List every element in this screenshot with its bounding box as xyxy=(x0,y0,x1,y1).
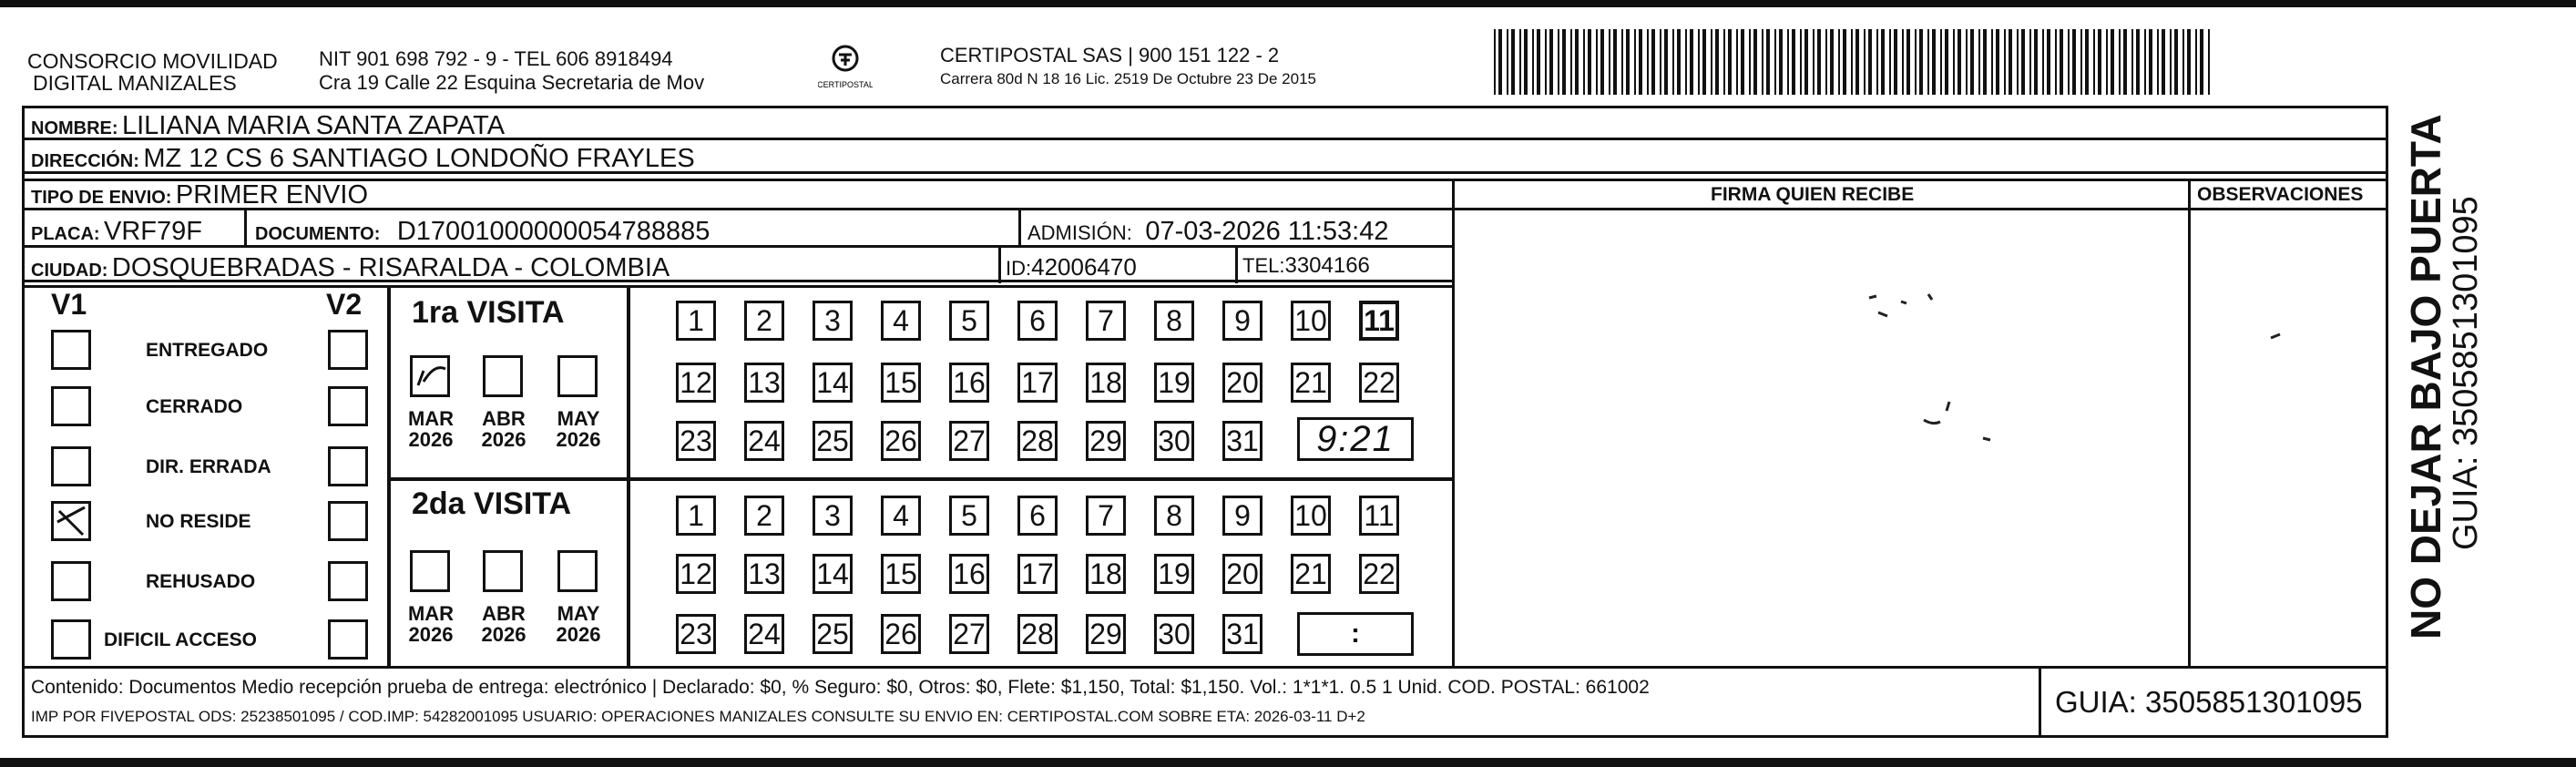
name-label: NOMBRE: xyxy=(31,118,118,138)
visit1-day-box[interactable]: 19 xyxy=(1154,363,1194,403)
no-under-door-warning: NO DEJAR BAJO PUERTA xyxy=(2402,114,2449,639)
visit2-day-box[interactable]: 4 xyxy=(881,496,921,536)
recipient-name: LILIANA MARIA SANTA ZAPATA xyxy=(122,111,506,140)
visit1-day-box[interactable]: 22 xyxy=(1359,363,1399,403)
visit2-day-box[interactable]: 31 xyxy=(1222,614,1262,654)
visit2-month-label xyxy=(550,603,607,645)
visit1-day-box[interactable]: 14 xyxy=(813,363,853,403)
visit2-day-box[interactable]: 18 xyxy=(1086,554,1126,594)
visit2-day-box[interactable]: 23 xyxy=(676,614,716,654)
visit2-month-label xyxy=(475,603,532,645)
visit1-month-year: 2026 xyxy=(481,428,526,452)
visit1-month-label xyxy=(403,408,459,450)
visit2-day-box[interactable]: 28 xyxy=(1017,614,1058,654)
visit2-day-box[interactable]: 16 xyxy=(949,554,989,594)
visit2-day-box[interactable]: 24 xyxy=(744,614,784,654)
visit2-month-name: MAR xyxy=(407,602,455,625)
visit2-day-box[interactable]: 30 xyxy=(1154,614,1194,654)
status-v1-checkbox[interactable] xyxy=(51,501,91,541)
footer-print-line: IMP POR FIVEPOSTAL ODS: 25238501095 / COD.IMP: 54282001095 USUARIO: OPERACIONES MANIZALES CONSULTE SU ENVIO EN: CERTIPOSTAL.COM SOBRE ETA: 2026-03-11 D+2 xyxy=(31,708,1365,725)
city-label: CIUDAD: xyxy=(31,261,108,281)
status-v2-checkbox[interactable] xyxy=(328,619,368,660)
visit2-day-box[interactable]: 14 xyxy=(813,554,853,594)
check-mark-icon xyxy=(54,504,90,540)
visit2-day-box[interactable]: 20 xyxy=(1222,554,1262,594)
visit2-month-year: 2026 xyxy=(408,623,454,647)
visit2-month-checkbox[interactable] xyxy=(557,550,598,592)
courier-name: CERTIPOSTAL SAS | 900 151 122 - 2 xyxy=(940,44,1280,66)
status-label: CERRADO xyxy=(146,396,243,417)
visit2-day-box[interactable]: 5 xyxy=(949,496,989,536)
courier-license: Carrera 80d N 18 16 Lic. 2519 De Octubre 23 De 2015 xyxy=(940,70,1316,87)
visit2-title: 2da VISITA xyxy=(412,486,572,521)
visit1-day-box[interactable]: 31 xyxy=(1222,421,1262,461)
visit2-day-box[interactable]: 12 xyxy=(676,554,716,594)
bottom-edge xyxy=(0,758,2576,767)
visit2-day-box[interactable]: 3 xyxy=(813,496,853,536)
signature-marks-icon xyxy=(1455,210,2188,667)
visit1-day-box[interactable]: 26 xyxy=(881,421,921,461)
v2-label: V2 xyxy=(326,288,363,321)
certipostal-logo xyxy=(818,42,873,99)
certipostal-logo-text: CERTIPOSTAL xyxy=(818,80,873,89)
address-label: DIRECCIÓN: xyxy=(31,151,139,171)
document-label: DOCUMENTO: xyxy=(255,224,381,244)
visit1-day-box[interactable]: 15 xyxy=(881,363,921,403)
visit1-day-box[interactable]: 30 xyxy=(1154,421,1194,461)
visit1-time: 9:21 xyxy=(1316,418,1395,459)
status-label: NO RESIDE xyxy=(146,511,251,532)
visit1-day-box[interactable]: 10 xyxy=(1291,301,1331,341)
footer-guide-number: GUIA: 3505851301095 xyxy=(2055,685,2363,719)
status-label: ENTREGADO xyxy=(146,340,269,361)
status-v1-checkbox[interactable] xyxy=(51,330,91,370)
visit1-day-box[interactable]: 16 xyxy=(949,363,989,403)
plate-label: PLACA: xyxy=(31,224,100,244)
visit2-day-box[interactable]: 11 xyxy=(1359,496,1399,536)
observations-area[interactable] xyxy=(2191,210,2388,667)
visit2-day-box[interactable]: 25 xyxy=(813,614,853,654)
visit1-day-box[interactable]: 11 xyxy=(1359,301,1399,341)
visit1-day-box[interactable]: 7 xyxy=(1086,301,1126,341)
visit1-day-box[interactable]: 9 xyxy=(1222,301,1262,341)
visit1-day-box[interactable]: 2 xyxy=(744,301,784,341)
visit1-day-box[interactable]: 25 xyxy=(813,421,853,461)
visit2-month-checkbox[interactable] xyxy=(483,550,523,592)
visit1-month-name: MAR xyxy=(407,407,455,430)
visit2-month-name: ABR xyxy=(482,602,526,625)
visit2-day-box[interactable]: 1 xyxy=(676,496,716,536)
status-v1-checkbox[interactable] xyxy=(51,561,91,601)
visit2-month-checkbox[interactable] xyxy=(410,550,450,592)
visit1-day-box[interactable]: 6 xyxy=(1017,301,1058,341)
v1-label: V1 xyxy=(51,288,87,321)
visit2-day-box[interactable]: 27 xyxy=(949,614,989,654)
observation-mark-icon xyxy=(2191,210,2388,667)
visit1-day-box[interactable]: 24 xyxy=(744,421,784,461)
visit1-day-box[interactable]: 3 xyxy=(813,301,853,341)
plate-value: VRF79F xyxy=(104,217,202,246)
visit2-month-name: MAY xyxy=(557,602,600,625)
visit2-day-box[interactable]: 13 xyxy=(744,554,784,594)
visit2-day-box[interactable]: 17 xyxy=(1017,554,1058,594)
company-name-line1: CONSORCIO MOVILIDAD xyxy=(27,49,278,73)
visit1-day-box[interactable]: 27 xyxy=(949,421,989,461)
company-address: Cra 19 Calle 22 Esquina Secretaria de Mov xyxy=(319,71,705,94)
id-label: ID: xyxy=(1006,257,1032,280)
visit1-day-box[interactable]: 28 xyxy=(1017,421,1058,461)
visit1-month-checkbox[interactable] xyxy=(483,355,523,397)
visit1-day-box[interactable]: 17 xyxy=(1017,363,1058,403)
shipment-type-label: TIPO DE ENVIO: xyxy=(31,188,172,208)
footer-content-line: Contenido: Documentos Medio recepción prueba de entrega: electrónico | Declarado: $0, % Seguro: $0, Otros: $0, Flete: $1,150, Total: $1,150. Vol.: 1*1*1. 0.5 1 Unid. COD. POSTAL: 661002 xyxy=(31,677,1650,698)
visit1-month-checkbox[interactable] xyxy=(410,355,450,397)
status-v2-checkbox[interactable] xyxy=(328,386,368,426)
observations-title: OBSERVACIONES xyxy=(2197,184,2364,205)
visit2-day-box[interactable]: 15 xyxy=(881,554,921,594)
visit2-day-box[interactable]: 8 xyxy=(1154,496,1194,536)
visit2-day-box[interactable]: 7 xyxy=(1086,496,1126,536)
status-v1-checkbox[interactable] xyxy=(51,619,91,660)
visit1-day-box[interactable]: 18 xyxy=(1086,363,1126,403)
visit1-day-box[interactable]: 29 xyxy=(1086,421,1126,461)
visit2-day-box[interactable]: 9 xyxy=(1222,496,1262,536)
visit2-day-box[interactable]: 29 xyxy=(1086,614,1126,654)
visit1-month-checkbox[interactable] xyxy=(557,355,598,397)
admission-label: ADMISIÓN: xyxy=(1027,221,1132,244)
visit2-day-box[interactable]: 10 xyxy=(1291,496,1331,536)
city-value: DOSQUEBRADAS - RISARALDA - COLOMBIA xyxy=(111,253,670,282)
visit2-day-box[interactable]: 26 xyxy=(881,614,921,654)
visit1-title: 1ra VISITA xyxy=(412,295,565,330)
company-name-line2: DIGITAL MANIZALES xyxy=(33,71,237,95)
admission-value: 07-03-2026 11:53:42 xyxy=(1145,217,1389,246)
visit1-day-box[interactable]: 20 xyxy=(1222,363,1262,403)
visit2-day-box[interactable]: 6 xyxy=(1017,496,1058,536)
visit2-day-box[interactable]: 22 xyxy=(1359,554,1399,594)
visit1-month-year: 2026 xyxy=(556,428,601,452)
status-v1-checkbox[interactable] xyxy=(51,446,91,486)
tel-value: 3304166 xyxy=(1284,253,1370,278)
visit1-month-label xyxy=(475,408,532,450)
visit1-month-year: 2026 xyxy=(408,428,454,452)
visit1-day-box[interactable]: 4 xyxy=(881,301,921,341)
signature-title: FIRMA QUIEN RECIBE xyxy=(1711,184,1915,205)
visit1-day-box[interactable]: 21 xyxy=(1291,363,1331,403)
visit2-day-box[interactable]: 21 xyxy=(1291,554,1331,594)
visit2-month-year: 2026 xyxy=(556,623,601,647)
visit1-month-name: MAY xyxy=(557,407,600,430)
visit1-day-box[interactable]: 12 xyxy=(676,363,716,403)
shipment-type: PRIMER ENVIO xyxy=(175,180,369,210)
tel-label: TEL: xyxy=(1242,254,1285,277)
status-v2-checkbox[interactable] xyxy=(328,330,368,370)
visit2-time: : xyxy=(1351,619,1360,649)
status-label: REHUSADO xyxy=(146,571,256,592)
visit1-month-name: ABR xyxy=(482,407,526,430)
company-nit: NIT 901 698 792 - 9 - TEL 606 8918494 xyxy=(319,47,673,70)
id-value: 42006470 xyxy=(1031,253,1137,281)
signature-area[interactable] xyxy=(1455,210,2188,667)
status-label: DIFICIL ACCESO xyxy=(104,629,258,650)
visit1-time-box[interactable] xyxy=(1297,417,1414,461)
certipostal-logo-icon xyxy=(818,42,873,95)
status-v2-checkbox[interactable] xyxy=(328,446,368,486)
top-edge xyxy=(0,0,2576,7)
status-v2-checkbox[interactable] xyxy=(328,561,368,601)
status-label: DIR. ERRADA xyxy=(146,456,271,477)
visit1-day-box[interactable]: 8 xyxy=(1154,301,1194,341)
visit1-month-label xyxy=(550,408,607,450)
visit2-time-box[interactable] xyxy=(1297,612,1414,656)
status-v2-checkbox[interactable] xyxy=(328,501,368,541)
visit1-day-box[interactable]: 23 xyxy=(676,421,716,461)
visit2-month-label xyxy=(403,603,459,645)
check-mark-icon xyxy=(413,358,449,394)
visit1-day-box[interactable]: 13 xyxy=(744,363,784,403)
visit2-day-box[interactable]: 2 xyxy=(744,496,784,536)
status-v1-checkbox[interactable] xyxy=(51,386,91,426)
barcode-icon xyxy=(1494,29,2213,95)
recipient-address: MZ 12 CS 6 SANTIAGO LONDOÑO FRAYLES xyxy=(143,144,695,173)
visit1-day-box[interactable]: 1 xyxy=(676,301,716,341)
side-guide-number: GUIA: 3505851301095 xyxy=(2447,196,2485,550)
visit1-day-box[interactable]: 5 xyxy=(949,301,989,341)
visit2-month-year: 2026 xyxy=(481,623,526,647)
document-value: D17001000000054788885 xyxy=(396,217,710,246)
visit2-day-box[interactable]: 19 xyxy=(1154,554,1194,594)
